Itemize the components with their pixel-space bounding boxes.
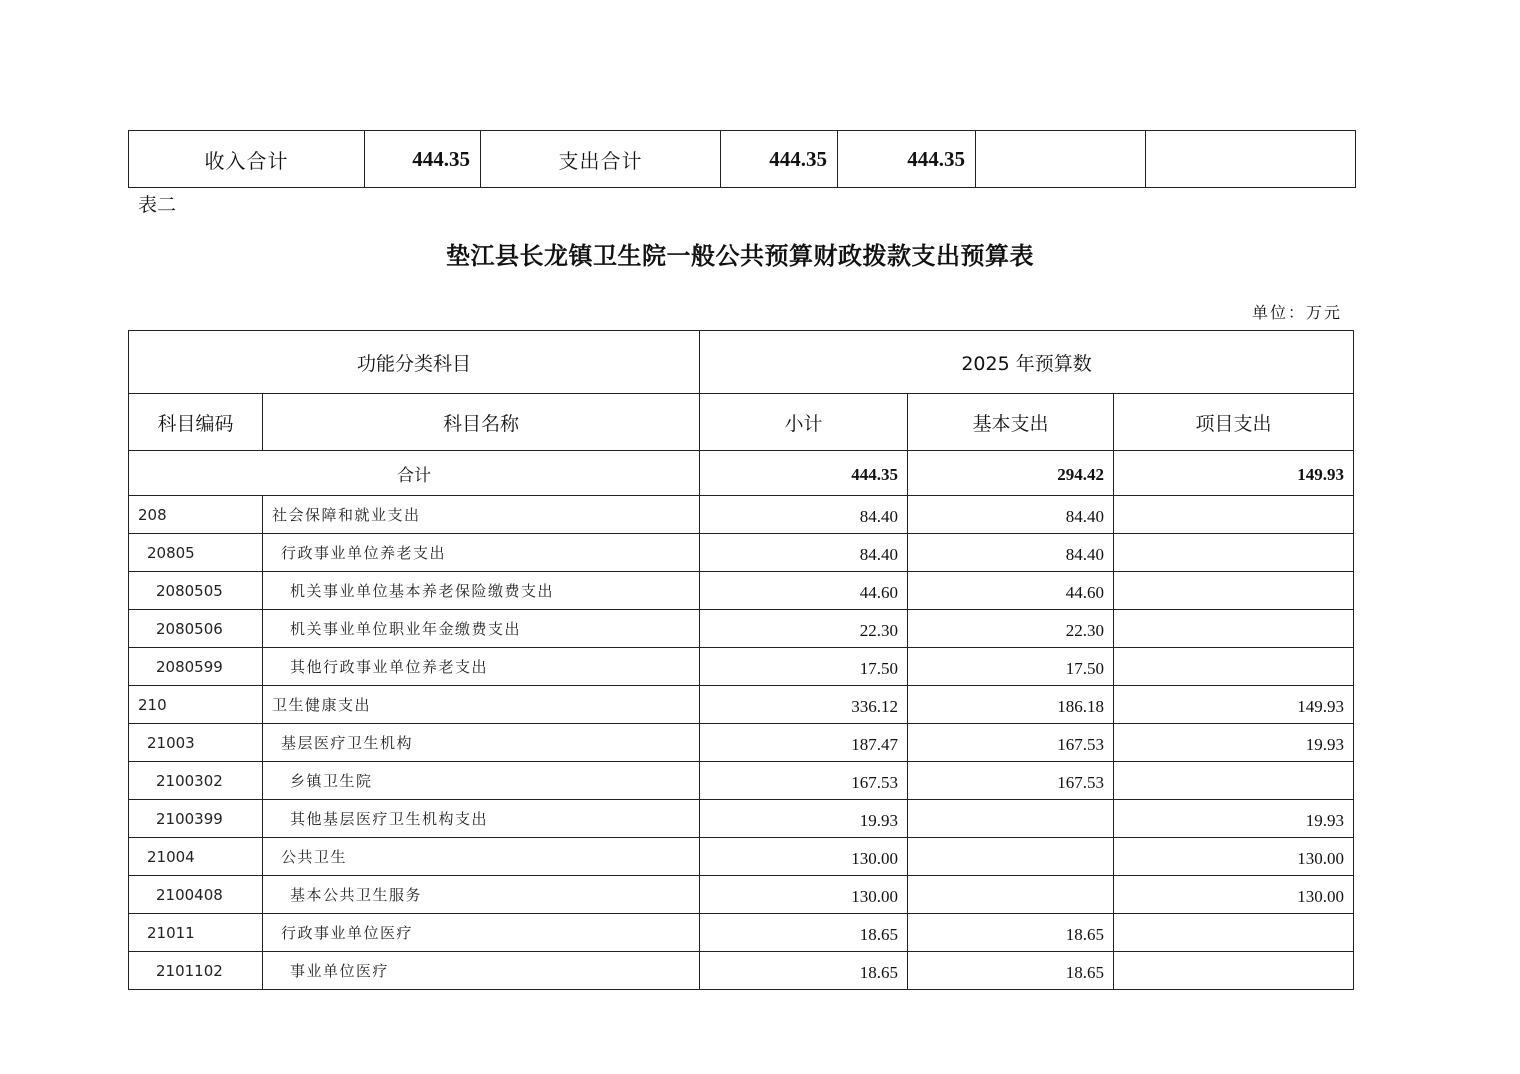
row-project: 130.00	[1114, 838, 1354, 876]
row-subtotal: 130.00	[700, 876, 908, 914]
income-total-label: 收入合计	[129, 131, 365, 188]
summary-empty-cell	[1146, 131, 1356, 188]
header-basic: 基本支出	[908, 394, 1114, 451]
table-row	[129, 534, 1354, 572]
document-title: 垫江县长龙镇卫生院一般公共预算财政拨款支出预算表	[446, 241, 1034, 270]
row-project: 19.93	[1114, 724, 1354, 762]
row-project	[1114, 648, 1354, 686]
table-row	[129, 496, 1354, 534]
row-subtotal: 130.00	[700, 838, 908, 876]
row-subtotal: 18.65	[700, 914, 908, 952]
row-basic: 22.30	[908, 610, 1114, 648]
row-name: 机关事业单位职业年金缴费支出	[263, 610, 700, 648]
row-basic: 167.53	[908, 762, 1114, 800]
table-row	[129, 876, 1354, 914]
row-basic: 18.65	[908, 952, 1114, 990]
row-name: 行政事业单位养老支出	[263, 534, 700, 572]
row-code: 21004	[129, 838, 263, 876]
row-code: 21003	[129, 724, 263, 762]
row-code: 2080505	[129, 572, 263, 610]
row-name: 行政事业单位医疗	[263, 914, 700, 952]
row-name: 基层医疗卫生机构	[263, 724, 700, 762]
unit-label: 单位：万元	[1251, 303, 1342, 322]
table-row	[129, 610, 1354, 648]
row-subtotal: 18.65	[700, 952, 908, 990]
expense-total-label: 支出合计	[481, 131, 721, 188]
table-row	[129, 914, 1354, 952]
row-subtotal: 22.30	[700, 610, 908, 648]
row-project: 130.00	[1114, 876, 1354, 914]
row-subtotal: 84.40	[700, 496, 908, 534]
expense-total-value-2: 444.35	[838, 131, 976, 188]
row-subtotal: 167.53	[700, 762, 908, 800]
row-project	[1114, 610, 1354, 648]
row-project	[1114, 534, 1354, 572]
budget-rows	[129, 496, 1354, 990]
header-row-columns	[129, 394, 1354, 451]
row-project	[1114, 952, 1354, 990]
header-row-group	[129, 331, 1354, 394]
row-code: 210	[129, 686, 263, 724]
header-subtotal: 小计	[700, 394, 908, 451]
row-project	[1114, 496, 1354, 534]
total-label: 合计	[129, 451, 700, 496]
row-code: 20805	[129, 534, 263, 572]
row-name: 事业单位医疗	[263, 952, 700, 990]
row-basic: 18.65	[908, 914, 1114, 952]
row-name: 其他基层医疗卫生机构支出	[263, 800, 700, 838]
table-row	[129, 952, 1354, 990]
table-row	[129, 648, 1354, 686]
total-row	[129, 451, 1354, 496]
row-code: 2100408	[129, 876, 263, 914]
table-row	[129, 800, 1354, 838]
income-total-value: 444.35	[365, 131, 481, 188]
expense-total-value: 444.35	[721, 131, 838, 188]
row-subtotal: 84.40	[700, 534, 908, 572]
row-project	[1114, 572, 1354, 610]
row-subtotal: 44.60	[700, 572, 908, 610]
total-subtotal: 444.35	[700, 451, 908, 496]
row-name: 公共卫生	[263, 838, 700, 876]
row-code: 2080599	[129, 648, 263, 686]
row-subtotal: 187.47	[700, 724, 908, 762]
row-basic: 84.40	[908, 534, 1114, 572]
row-code: 208	[129, 496, 263, 534]
row-basic: 44.60	[908, 572, 1114, 610]
summary-empty-cell	[976, 131, 1146, 188]
header-budget-year: 2025 年预算数	[700, 331, 1354, 394]
row-subtotal: 17.50	[700, 648, 908, 686]
row-name: 乡镇卫生院	[263, 762, 700, 800]
header-project: 项目支出	[1114, 394, 1354, 451]
summary-row	[129, 131, 1356, 188]
table-row	[129, 838, 1354, 876]
row-subtotal: 336.12	[700, 686, 908, 724]
row-basic: 17.50	[908, 648, 1114, 686]
row-project: 19.93	[1114, 800, 1354, 838]
row-code: 2101102	[129, 952, 263, 990]
total-basic: 294.42	[908, 451, 1114, 496]
row-code: 2100302	[129, 762, 263, 800]
row-project	[1114, 914, 1354, 952]
table-row	[129, 762, 1354, 800]
row-basic	[908, 838, 1114, 876]
row-basic	[908, 800, 1114, 838]
header-name: 科目名称	[263, 394, 700, 451]
row-code: 21011	[129, 914, 263, 952]
row-basic: 84.40	[908, 496, 1114, 534]
row-code: 2100399	[129, 800, 263, 838]
row-basic	[908, 876, 1114, 914]
row-code: 2080506	[129, 610, 263, 648]
row-name: 机关事业单位基本养老保险缴费支出	[263, 572, 700, 610]
table-row	[129, 724, 1354, 762]
row-name: 卫生健康支出	[263, 686, 700, 724]
total-project: 149.93	[1114, 451, 1354, 496]
table-row	[129, 686, 1354, 724]
budget-table	[128, 330, 1354, 990]
header-functional-category: 功能分类科目	[129, 331, 700, 394]
row-name: 其他行政事业单位养老支出	[263, 648, 700, 686]
row-name: 基本公共卫生服务	[263, 876, 700, 914]
row-project: 149.93	[1114, 686, 1354, 724]
row-project	[1114, 762, 1354, 800]
row-name: 社会保障和就业支出	[263, 496, 700, 534]
summary-table	[128, 130, 1356, 188]
row-subtotal: 19.93	[700, 800, 908, 838]
row-basic: 186.18	[908, 686, 1114, 724]
row-basic: 167.53	[908, 724, 1114, 762]
table-number: 表二	[138, 194, 177, 216]
table-row	[129, 572, 1354, 610]
header-code: 科目编码	[129, 394, 263, 451]
